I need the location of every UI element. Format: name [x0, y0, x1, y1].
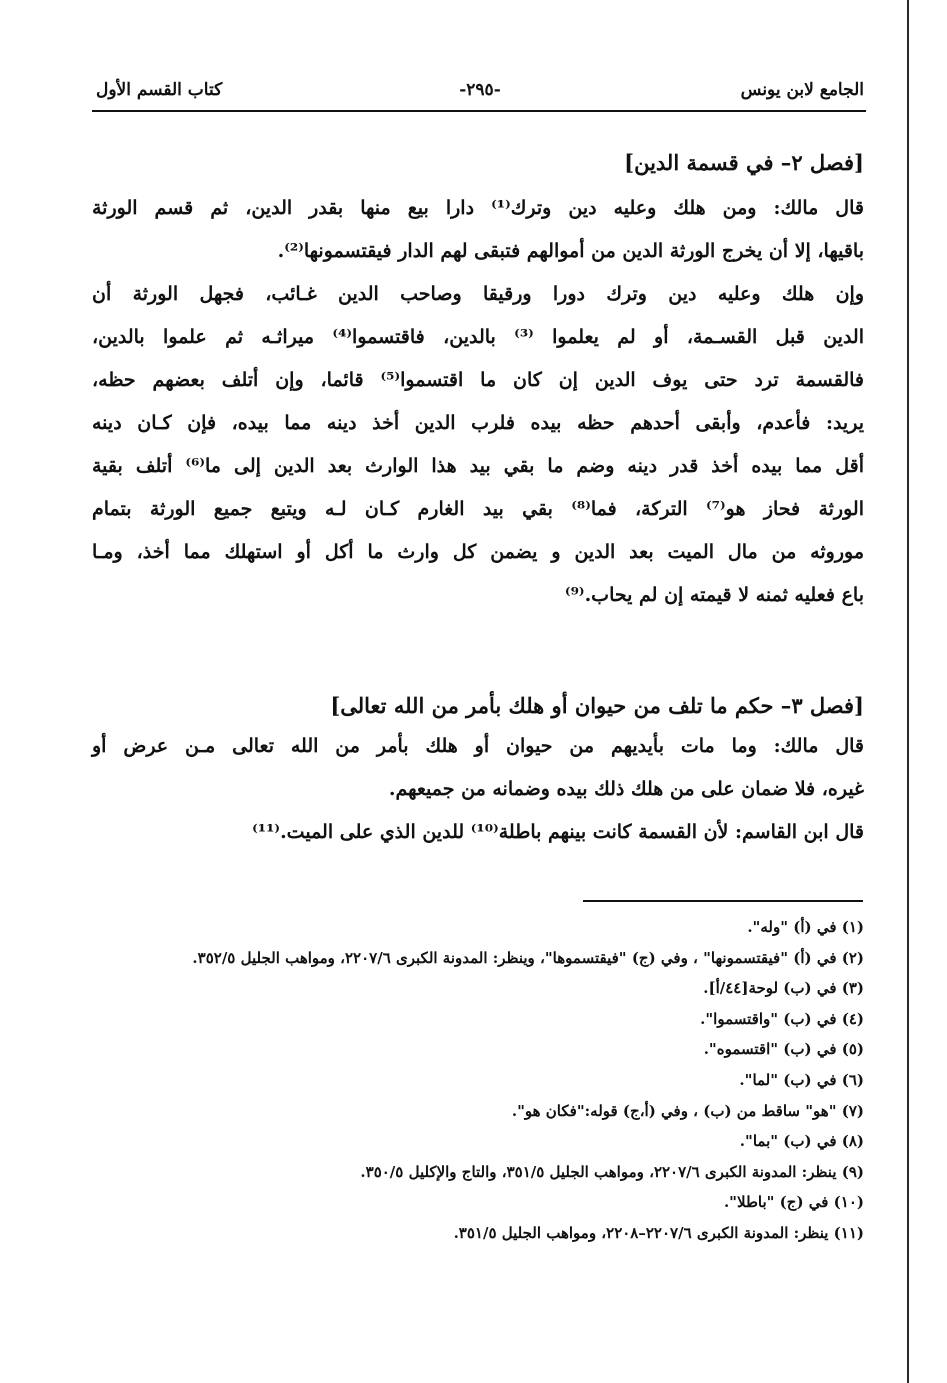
- section-1-body: [92, 187, 864, 617]
- text-line: قال مالك: وما مات بأيديهم من حيوان أو هلك بأمر من الله تعالى مـن عرض أو: [92, 735, 864, 757]
- section-2: [92, 693, 864, 718]
- text-line: الدين قبل القسـمة، أو لم يعلموا ⁽³⁾ بالدين، فاقتسموا⁽⁴⁾ ميراثـه ثم علموا بالدين،: [92, 326, 864, 348]
- text-line: غيره، فلا ضمان على من هلك ذلك بيده وضمانه من جميعهم.: [388, 778, 864, 800]
- text-line: يريد: فأعدم، وأبقى أحدهم حظه بيده فلرب الدين أخذ دينه مما بيده، فإن كـان دينه: [92, 412, 864, 434]
- text-line: الورثة فحاز هو⁽⁷⁾ التركة، فما⁽⁸⁾ بقي بيد الغارم كـان لـه ويتبع جميع الورثة بتمام: [92, 498, 864, 520]
- footnote: (٩) ينظر: المدونة الكبرى ٢٢٠٧/٦، ومواهب الجليل ٣٥١/٥، والتاج والإكليل ٣٥٠/٥.: [360, 1162, 864, 1181]
- header-rule: [92, 110, 866, 112]
- section-1: [92, 150, 864, 175]
- running-header: [96, 80, 864, 106]
- header-book-title: الجامع لابن يونس: [740, 80, 864, 100]
- footnote-separator: [583, 900, 863, 902]
- paragraph: [92, 187, 864, 273]
- paragraph: [92, 811, 864, 854]
- footnote: (٣) في (ب) لوحة[٤٤/أ].: [703, 979, 864, 998]
- text-line: قال مالك: ومن هلك وعليه دين وترك⁽¹⁾ دارا بيع منها بقدر الدين، ثم قسم الورثة: [92, 197, 864, 219]
- text-line: موروثه من مال الميت بعد الدين و يضمن كل وارث ما أكل أو استهلك مما أخذ، ومـا: [92, 541, 864, 563]
- page-edge-line: [907, 0, 909, 1383]
- footnote: (١٠) في (ج) "باطلا".: [723, 1193, 864, 1212]
- header-section-title: كتاب القسم الأول: [96, 80, 223, 100]
- section-2-heading: [فصل ٣– حكم ما تلف من حيوان أو هلك بأمر من الله تعالى]: [330, 693, 864, 718]
- text-line: باع فعليه ثمنه لا قيمته إن لم يحاب.⁽⁹⁾: [564, 584, 864, 606]
- footnote: (١) في (أ) "وله".: [747, 918, 864, 936]
- footnote: (٤) في (ب) "واقتسموا".: [700, 1009, 864, 1028]
- paragraph: [92, 273, 864, 617]
- text-line: وإن هلك وعليه دين وترك دورا ورقيقا وصاحب الدين غـائب، فجهل الورثة أن: [92, 283, 864, 305]
- page-number: -٢٩٥-: [459, 80, 501, 100]
- section-1-heading: [فصل ٢– في قسمة الدين]: [624, 150, 864, 175]
- footnote: (٦) في (ب) "لما".: [739, 1070, 864, 1089]
- section-2-body: [92, 725, 864, 854]
- footnote: (٧) "هو" ساقط من (ب) ، وفي (أ،ج) قوله:"فكان هو".: [511, 1101, 864, 1120]
- footnote: (٥) في (ب) "اقتسموه".: [703, 1040, 864, 1059]
- text-line: فالقسمة ترد حتى يوف الدين إن كان ما اقتسموا⁽⁵⁾ قائما، وإن أتلف بعضهم حظه،: [92, 369, 865, 391]
- text-line: باقيها، إلا أن يخرج الورثة الدين من أموالهم فتبقى لهم الدار فيقتسمونها⁽²⁾.: [277, 240, 864, 262]
- footnote: (٨) في (ب) "بما".: [739, 1132, 864, 1151]
- text-line: أقل مما بيده أخذ قدر دينه وضم ما بقي بيد هذا الوارث بعد الدين إلى ما⁽⁶⁾ أتلف بقية: [92, 455, 864, 477]
- paragraph: [92, 725, 864, 811]
- footnotes: [120, 912, 864, 1249]
- footnote: (١١) ينظر: المدونة الكبرى ٢٢٠٧/٦–٢٢٠٨، ومواهب الجليل ٣٥١/٥.: [453, 1223, 864, 1242]
- footnote: (٢) في (أ) "فيقتسمونها" ، وفي (ج) "فيقتسموها"، وينظر: المدونة الكبرى ٢٢٠٧/٦، ومواهب الجليل ٣٥٢/٥.: [192, 948, 864, 967]
- text-line: قال ابن القاسم: لأن القسمة كانت بينهم باطلة⁽¹⁰⁾ للدين الذي على الميت.⁽¹¹⁾: [252, 821, 864, 843]
